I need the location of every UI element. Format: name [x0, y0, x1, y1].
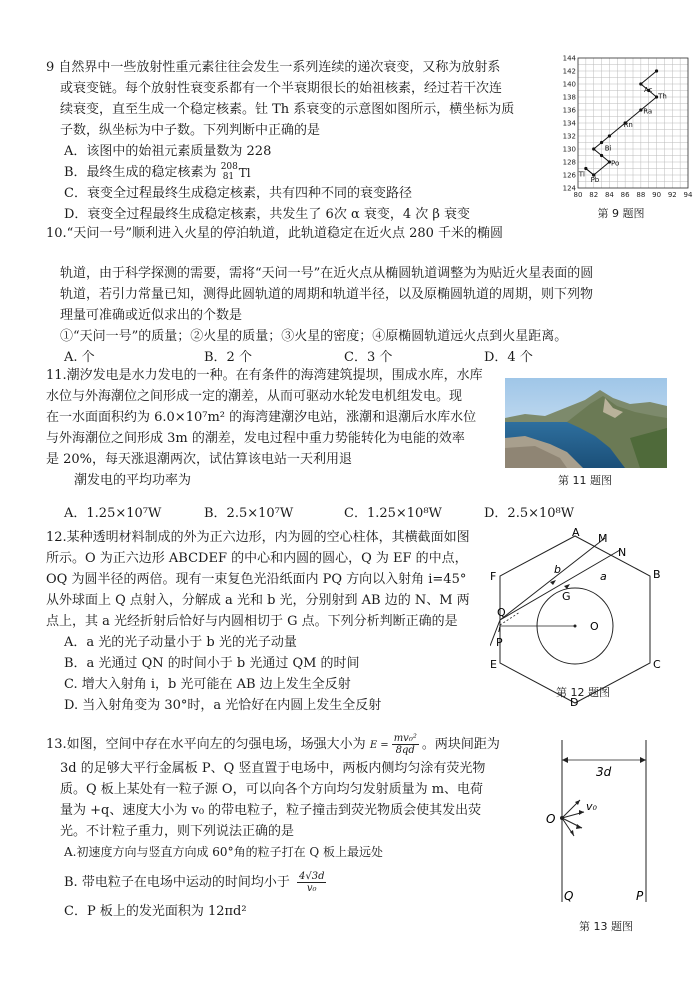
q13-option-a: A.初速度方向与竖直方向成 60°角的粒子打在 Q 板上最远处	[64, 845, 384, 859]
q13-label-width: 3d	[596, 765, 612, 779]
q12-line: 点上，其 a 光经折射后恰好与内圆相切于 G 点。下列分析判断正确的是	[46, 614, 458, 629]
q12-hexagon-figure	[490, 528, 670, 706]
q9-nuclide-label: Pb	[590, 176, 600, 185]
q9-xtick-label: 84	[604, 191, 614, 199]
q9-nuclide-point	[600, 141, 603, 144]
q13-line: 量为 +q、速度大小为 v₀ 的带电粒子，粒子撞击到荧光物质会使其发出荧	[60, 803, 482, 818]
q12-label-a-ray: a	[600, 570, 607, 583]
question-12	[46, 527, 470, 716]
q13-head: 13.如图，空间中存在水平向左的匀强电场，场强大小为 E = $\frac{\text{mv₀²}}{8qd}$ 。两块间距为	[46, 733, 500, 756]
q9-caption: 第 9 题图	[597, 207, 645, 220]
q9-option-c: C．衰变全过程最终生成稳定核素，共有四种不同的衰变路径	[64, 186, 412, 201]
q12-line: OQ 为圆半径的两倍。现有一束复色光沿纸面内 PQ 方向以入射角 i=45°	[46, 572, 467, 587]
q9-nuclide-label: Rn	[623, 120, 633, 129]
question-10	[46, 223, 503, 244]
question-10-body	[46, 263, 624, 368]
q11-option-a: A．1.25×10⁷W	[64, 506, 162, 521]
q13-caption: 第 13 题图	[579, 920, 633, 933]
q11-line: 11.潮汐发电是水力发电的一种。在有条件的海湾建筑提坝，围成水库，水库	[46, 368, 483, 383]
q9-ytick-label: 138	[562, 93, 576, 102]
q9-ytick-label: 142	[562, 67, 576, 76]
q9-nuclide-label: Th	[658, 92, 667, 101]
question-13	[46, 733, 500, 922]
q12-label-f: F	[490, 570, 497, 583]
q9-nuclide-label: Ac	[644, 85, 653, 94]
q11-line: 与外海潮位之间形成 3m 的潮差，发电过程中重力势能转化为电能的效率	[46, 431, 465, 446]
q9-xtick-label: 94	[683, 191, 693, 199]
q12-label-a: A	[572, 528, 580, 539]
q9-xtick-label: 88	[636, 191, 646, 199]
q10-line: 轨道，由于科学探测的需要，需将“天问一号”在近火点从椭圆轨道调整为为贴近火星表面的圆	[60, 266, 594, 281]
q9-nuclide-point	[600, 154, 603, 157]
q10-option-c: C．3 个	[344, 350, 393, 365]
q12-label-d: D	[570, 696, 579, 706]
q13-label-o: O	[546, 812, 556, 826]
q13-label-p: P	[636, 889, 644, 903]
q9-ytick-label: 124	[562, 184, 576, 193]
q9-ytick-label: 130	[562, 145, 576, 154]
q9-nuclide-point	[639, 108, 642, 111]
q12-label-i: i	[498, 625, 501, 635]
q9-decay-chart	[550, 52, 696, 208]
q11-options	[46, 503, 624, 524]
q9-nuclide-label: Tl	[578, 170, 586, 179]
q9-ytick-label: 134	[562, 119, 576, 128]
q9-line: 或衰变链。每个放射性衰变系都有一个半衰期很长的始祖核素，经过若干次连	[60, 81, 503, 96]
q10-line: 理量可准确或近似求出的个数是	[60, 308, 243, 323]
q9-ytick-label: 128	[562, 158, 576, 167]
q9-xtick-label: 92	[667, 191, 677, 199]
q12-line: 从外球面上 Q 点射入，分解成 a 光和 b 光，分别射到 AB 边的 N、M 两	[46, 593, 470, 608]
q9-nuclide-label: Ra	[643, 107, 653, 116]
nuclide-symbol: 208 81 Tl	[220, 161, 251, 182]
q13-option-c: C．P 板上的发光面积为 12πd²	[64, 904, 247, 919]
q11-option-c: C．1.25×10⁸W	[344, 506, 442, 521]
q12-label-p: P	[496, 636, 503, 649]
q12-option-a: A．a 光的光子动量小于 b 光的光子动量	[64, 635, 297, 650]
q13-line: 光。不计粒子重力，则下列说法正确的是	[60, 824, 295, 839]
q9-nuclide-point	[608, 134, 611, 137]
q9-ytick-label: 144	[562, 54, 576, 63]
q10-option-d: D．4 个	[484, 350, 533, 365]
q9-nuclide-point	[592, 147, 595, 150]
q9-line: 子数，纵坐标为中子数。下列判断中正确的是	[60, 123, 321, 138]
q9-nuclide-point	[655, 69, 658, 72]
q9-xtick-label: 90	[652, 191, 662, 199]
q9-option-a: A．该图中的始祖元素质量数为 228	[64, 144, 272, 159]
q11-option-d: D．2.5×10⁸W	[484, 506, 575, 521]
q13-option-b: B. 带电粒子在电场中运动的时间均小于 $\frac{4√3d}{\text{v₀}}$	[64, 871, 325, 894]
q9-xtick-label: 80	[573, 191, 583, 199]
q12-label-b-ray: b	[554, 563, 561, 576]
q9-xtick-label: 86	[620, 191, 630, 199]
q9-nuclide-point	[639, 82, 642, 85]
q12-label-b: B	[653, 568, 661, 581]
q9-line: 9 自然界中一些放射性重元素往往会发生一系列连续的递次衰变，又称为放射系	[46, 60, 501, 75]
q12-line: 12.某种透明材料制成的外为正六边形，内为圆的空心柱体，其横截面如图	[46, 530, 470, 545]
q9-nuclide-label: Po	[611, 159, 620, 168]
q12-option-c: C. 增大入射角 i，b 光可能在 AB 边上发生全反射	[64, 677, 351, 692]
question-9	[46, 57, 514, 225]
q12-label-e: E	[490, 658, 497, 671]
q11-line: 是 20%，每天涨退潮两次，试估算该电站一天利用退	[46, 452, 353, 467]
q12-label-n: N	[618, 546, 627, 559]
q10-option-a: A. 个	[64, 350, 95, 365]
q12-line: 所示。O 为正六边形 ABCDEF 的中心和内圆的圆心，Q 为 EF 的中点，	[46, 551, 468, 566]
q12-option-d: D. 当入射角变为 30°时，a 光恰好在内圆上发生全反射	[64, 698, 382, 713]
q9-ytick-label: 132	[562, 132, 576, 141]
q12-option-b: B．a 光通过 QN 的时间小于 b 光通过 QM 的时间	[64, 656, 360, 671]
q9-ytick-label: 126	[562, 171, 576, 180]
q11-line: 水位与外海潮位之间形成一定的潮差，从而可驱动水轮发电机组发电。现	[46, 389, 463, 404]
q10-line: 轨道，若引力常量已知，测得此圆轨道的周期和轨道半径，以及原椭圆轨道的周期，则下列物	[60, 287, 594, 302]
q10-option-b: B．2 个	[204, 350, 252, 365]
q13-line: 3d 的足够大平行金属板 P、Q 竖直置于电场中，两板内侧均匀涂有荧光物	[60, 761, 486, 776]
q13-plates-figure	[542, 740, 662, 908]
q13-label-v0: v₀	[586, 800, 597, 813]
q12-caption: 第 12 题图	[556, 686, 610, 699]
q9-ytick-label: 136	[562, 106, 576, 115]
q12-label-m: M	[598, 532, 608, 545]
q9-option-b: B．最终生成的稳定核素为 208 81 Tl	[46, 162, 514, 183]
q12-label-o: O	[590, 620, 599, 633]
q10-head: 10.“天问一号”顺利进入火星的停泊轨道，此轨道稳定在近火点 280 千米的椭圆	[46, 226, 504, 241]
q11-coast-photo	[505, 378, 667, 468]
q12-label-c: C	[653, 658, 661, 671]
q11-caption: 第 11 题图	[558, 474, 612, 487]
q12-label-g: G	[562, 590, 571, 603]
q11-option-b: B．2.5×10⁷W	[204, 506, 294, 521]
q13-line: 质。Q 板上某处有一粒子源 O，可以向各个方向均匀发射质量为 m、电荷	[60, 782, 484, 797]
q10-line: ①“天问一号”的质量；②火星的质量；③火星的密度；④原椭圆轨道远火点到火星距离。	[60, 329, 568, 344]
q9-xtick-label: 82	[589, 191, 599, 199]
q12-label-q: Q	[497, 606, 506, 619]
q9-line: 续衰变，直至生成一个稳定核素。钍 Th 系衰变的示意图如图所示，横坐标为质	[60, 102, 515, 117]
q11-line: 潮发电的平均功率为	[74, 473, 192, 488]
q9-nuclide-label: Bi	[604, 144, 612, 153]
q9-option-d: D．衰变全过程最终生成稳定核素，共发生了 6次 α 衰变，4 次 β 衰变	[64, 207, 471, 222]
q11-line: 在一水面面积约为 6.0×10⁷m² 的海湾建潮汐电站，涨潮和退潮后水库水位	[46, 410, 477, 425]
q9-ytick-label: 140	[562, 80, 576, 89]
q13-label-q: Q	[564, 889, 574, 903]
